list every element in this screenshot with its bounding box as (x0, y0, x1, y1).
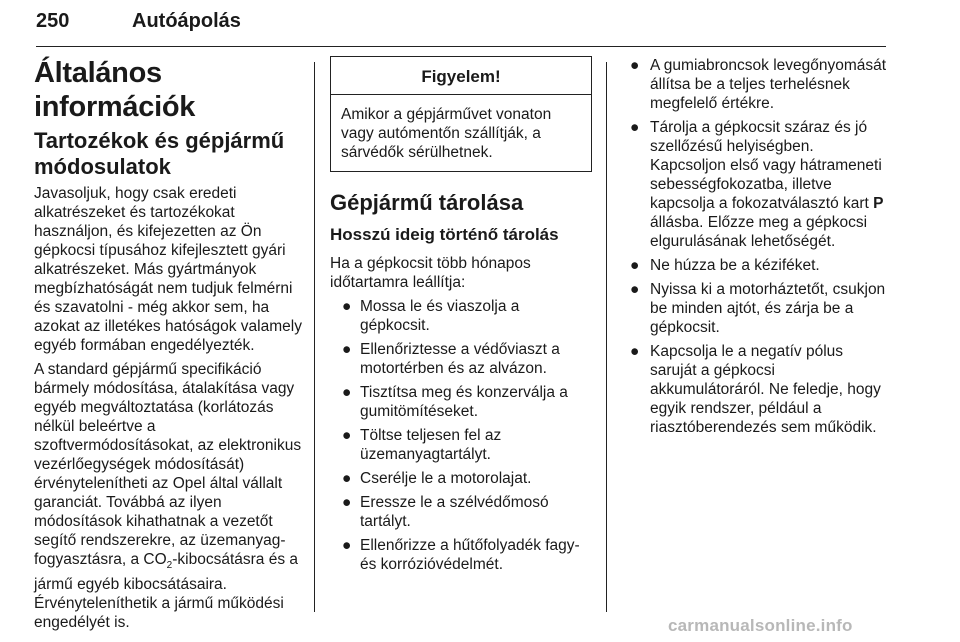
bullet-icon: ● (342, 494, 352, 511)
warning-title: Figyelem! (331, 57, 591, 95)
storage-list-continued (620, 56, 890, 437)
list-item: ● Töltse teljesen fel az üzemanyagtartályt. (342, 427, 502, 463)
bullet-icon: ● (342, 341, 352, 358)
warning-box (330, 56, 592, 172)
section-title-accessories: Tartozékok és gépjármű módosulatok (34, 128, 285, 179)
chapter-title: Autóápolás (132, 10, 241, 32)
storage-list (332, 297, 592, 574)
warning-text: Amikor a gépjárművet vonaton vagy autómentőn szállítják, a sárvédők sérülhetnek. (341, 106, 552, 161)
subsection-title-long-term: Hosszú ideig történő tárolás (330, 225, 559, 244)
bullet-icon: ● (630, 281, 640, 298)
bullet-icon: ● (630, 257, 640, 274)
list-item: ● Ne húzza be a kéziféket. (630, 257, 820, 274)
watermark[interactable]: carmanualsonline.info (668, 616, 853, 635)
page-number: 250 (36, 10, 70, 32)
bullet-icon: ● (342, 298, 352, 315)
list-item: ● Eressze le a szélvédőmosó tartályt. (342, 494, 549, 530)
list-item: ● Ellenőrizze a hűtőfolyadék fagy- és korrózióvédelmét. (342, 537, 580, 573)
list-item: ● A gumiabroncsok levegőnyomását állítsa be a teljes terhelésnek megfelelő értékre. (630, 57, 887, 112)
paragraph-modifications: A standard gépjármű specifikáció bármely módosítása, átalakítása vagy egyéb megváltoztatása (korlátozás nélkül beleértve a szoftvermódosításokat, az elektronikus vezérlőegységek módosítását) érvénytelenítheti az Opel által vállalt garanciát. Továbbá az ilyen módosítások kihathatnak a vezetőt segítő rendszerekre, az üzemanyag-fogyasztásra, a $CO_2$-kibocsátásra és a jármű egyéb kibocsátásaira. Érvényteleníthetik a jármű működési engedélyét is. (34, 361, 302, 632)
list-item: ● Tisztítsa meg és konzerválja a gumitömítéseket. (342, 384, 568, 420)
bullet-icon: ● (342, 384, 352, 401)
list-item: ● Ellenőriztesse a védőviaszt a motortérben és az alvázon. (342, 341, 560, 377)
co2-subscript: 2 (166, 560, 173, 572)
paragraph-original-parts: Javasoljuk, hogy csak eredeti alkatrészeket és tartozékokat használjon, és kifejezetten az Ön gépkocsi típusához kifejlesztett gyári alkatrészeket. Más gyártmányok megbízhatóságát nem tudjuk felmérni és szavatolni - még akkor sem, ha azokat az illetékes hatóságok valamely egyéb formában engedélyezték. (34, 185, 302, 354)
bullet-icon: ● (630, 57, 640, 74)
column-divider-1 (314, 62, 315, 612)
bullet-icon: ● (342, 537, 352, 554)
page-title: Általános információk (34, 57, 196, 123)
gear-position-p: P (873, 195, 884, 212)
list-item: ● Cserélje le a motorolajat. (342, 470, 532, 487)
section-title-storage: Gépjármű tárolása (330, 190, 524, 215)
storage-intro: Ha a gépkocsit több hónapos időtartamra leállítja: (330, 255, 531, 291)
column-divider-2 (606, 62, 607, 612)
header-divider (36, 46, 886, 47)
bullet-icon: ● (630, 119, 640, 136)
bullet-icon: ● (342, 427, 352, 444)
list-item: ● Nyissa ki a motorháztetőt, csukjon be minden ajtót, és zárja be a gépkocsit. (630, 281, 886, 336)
column-1 (34, 56, 306, 637)
page-header (36, 6, 886, 50)
column-3 (620, 56, 890, 442)
list-item: ● Kapcsolja le a negatív pólus saruját a gépkocsi akkumulátoráról. Ne feledje, hogy egyik rendszer, például a riasztóberendezés sem működik. (630, 343, 881, 436)
list-item: ● Tárolja a gépkocsit száraz és jó szellőzésű helyiségben. Kapcsoljon első vagy hátrameneti sebességfokozatba, illetve kapcsolja a fokozatválasztó kart P állásba. Előzze meg a gépkocsi elgurulásának lehetőségét. (630, 119, 884, 250)
bullet-icon: ● (342, 470, 352, 487)
list-item: ● Mossa le és viaszolja a gépkocsit. (342, 298, 520, 334)
column-2 (330, 56, 592, 579)
bullet-icon: ● (630, 343, 640, 360)
